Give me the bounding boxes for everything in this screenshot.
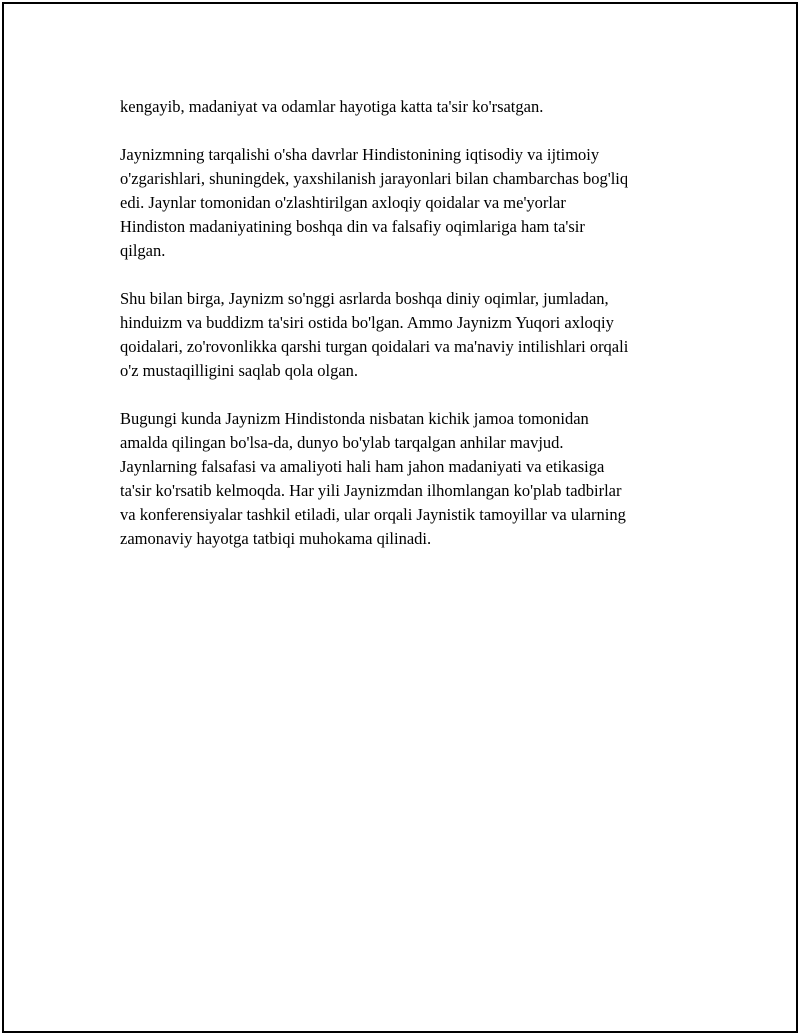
text-line: qilgan. xyxy=(120,241,166,260)
text-line: ta'sir ko'rsatib kelmoqda. Har yili Jaynizmdan ilhomlangan ko'plab tadbirlar xyxy=(120,481,622,500)
text-line: Jaynizmning tarqalishi o'sha davrlar Hindistonining iqtisodiy va ijtimoiy xyxy=(120,145,600,164)
text-line: Bugungi kunda Jaynizm Hindistonda nisbatan kichik jamoa tomonidan xyxy=(120,409,589,428)
text-line: o'z mustaqilligini saqlab qola olgan. xyxy=(120,361,359,380)
document-page xyxy=(2,2,798,1033)
text-line: va konferensiyalar tashkil etiladi, ular orqali Jaynistik tamoyillar va ularning xyxy=(120,505,626,524)
paragraph-3 xyxy=(120,287,700,383)
document-body xyxy=(120,95,700,575)
text-line: o'zgarishlari, shuningdek, yaxshilanish jarayonlari bilan chambarchas bog'liq xyxy=(120,169,629,188)
text-line: qoidalari, zo'rovonlikka qarshi turgan qoidalari va ma'naviy intilishlari orqali xyxy=(120,337,629,356)
text-line: Hindiston madaniyatining boshqa din va falsafiy oqimlariga ham ta'sir xyxy=(120,217,585,236)
text-line: Jaynlarning falsafasi va amaliyoti hali ham jahon madaniyati va etikasiga xyxy=(120,457,605,476)
paragraph-1 xyxy=(120,95,700,119)
paragraph-4 xyxy=(120,407,700,551)
text-line: amalda qilingan bo'lsa-da, dunyo bo'ylab tarqalgan anhilar mavjud. xyxy=(120,433,564,452)
text-line: edi. Jaynlar tomonidan o'zlashtirilgan axloqiy qoidalar va me'yorlar xyxy=(120,193,566,212)
text-line: kengayib, madaniyat va odamlar hayotiga katta ta'sir ko'rsatgan. xyxy=(120,97,544,116)
paragraph-2 xyxy=(120,143,700,263)
text-line: hinduizm va buddizm ta'siri ostida bo'lgan. Ammo Jaynizm Yuqori axloqiy xyxy=(120,313,614,332)
text-line: Shu bilan birga, Jaynizm so'nggi asrlarda boshqa diniy oqimlar, jumladan, xyxy=(120,289,609,308)
text-line: zamonaviy hayotga tatbiqi muhokama qilinadi. xyxy=(120,529,432,548)
